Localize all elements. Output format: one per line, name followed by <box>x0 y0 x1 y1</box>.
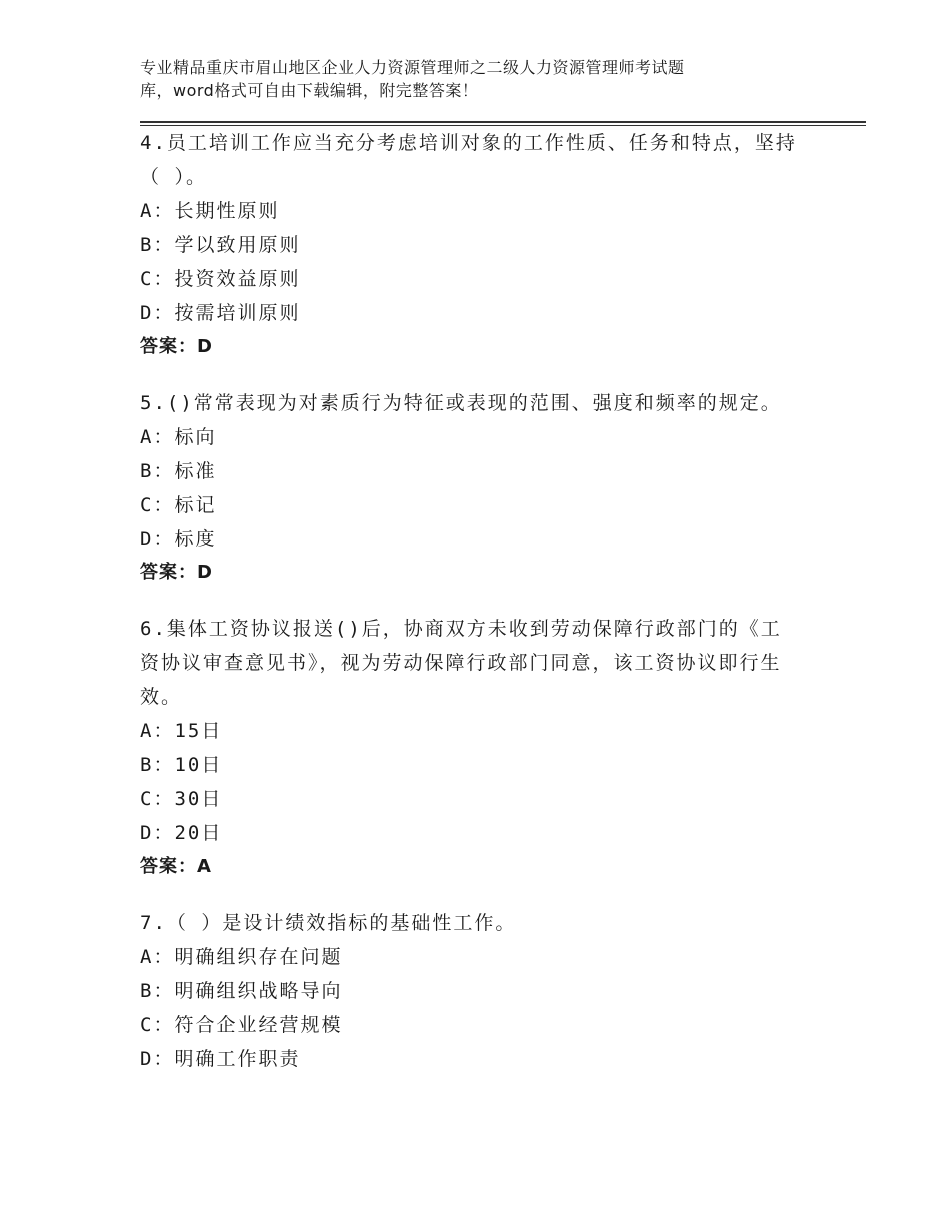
question-text: 6.集体工资协议报送()后，协商双方未收到劳动保障行政部门的《工资协议审查意见书》，视为劳动保障行政部门同意，该工资协议即行生效。 <box>140 618 782 708</box>
option-c: C：30日 <box>140 788 223 810</box>
option-d: D：按需培训原则 <box>140 302 301 324</box>
question-list <box>140 126 800 1098</box>
answer: 答案：A <box>140 856 212 877</box>
question-text: 7.（ ）是设计绩效指标的基础性工作。 <box>140 912 517 934</box>
answer: 答案：D <box>140 562 213 583</box>
question-text: 5.()常常表现为对素质行为特征或表现的范围、强度和频率的规定。 <box>140 392 782 414</box>
document-header <box>140 56 800 102</box>
question-5 <box>140 386 800 590</box>
option-b: B：明确组织战略导向 <box>140 980 343 1002</box>
option-b: B：学以致用原则 <box>140 234 301 256</box>
question-4 <box>140 126 800 364</box>
option-c: C：符合企业经营规模 <box>140 1014 343 1036</box>
option-d: D：明确工作职责 <box>140 1048 301 1070</box>
header-line-1: 专业精品重庆市眉山地区企业人力资源管理师之二级人力资源管理师考试题 <box>140 58 685 77</box>
option-a: A：长期性原则 <box>140 200 280 222</box>
option-d: D：标度 <box>140 528 217 550</box>
option-b: B：10日 <box>140 754 223 776</box>
question-6 <box>140 612 800 884</box>
header-divider-thick <box>140 121 866 123</box>
header-line-2: 库，word格式可自由下载编辑，附完整答案！ <box>140 81 479 100</box>
option-b: B：标准 <box>140 460 217 482</box>
question-7 <box>140 906 800 1076</box>
answer: 答案：D <box>140 336 213 357</box>
question-text: 4.员工培训工作应当充分考虑培训对象的工作性质、任务和特点，坚持（ ）。 <box>140 132 797 188</box>
option-c: C：投资效益原则 <box>140 268 301 290</box>
option-a: A：15日 <box>140 720 223 742</box>
option-c: C：标记 <box>140 494 217 516</box>
option-a: A：标向 <box>140 426 217 448</box>
option-d: D：20日 <box>140 822 223 844</box>
option-a: A：明确组织存在问题 <box>140 946 343 968</box>
